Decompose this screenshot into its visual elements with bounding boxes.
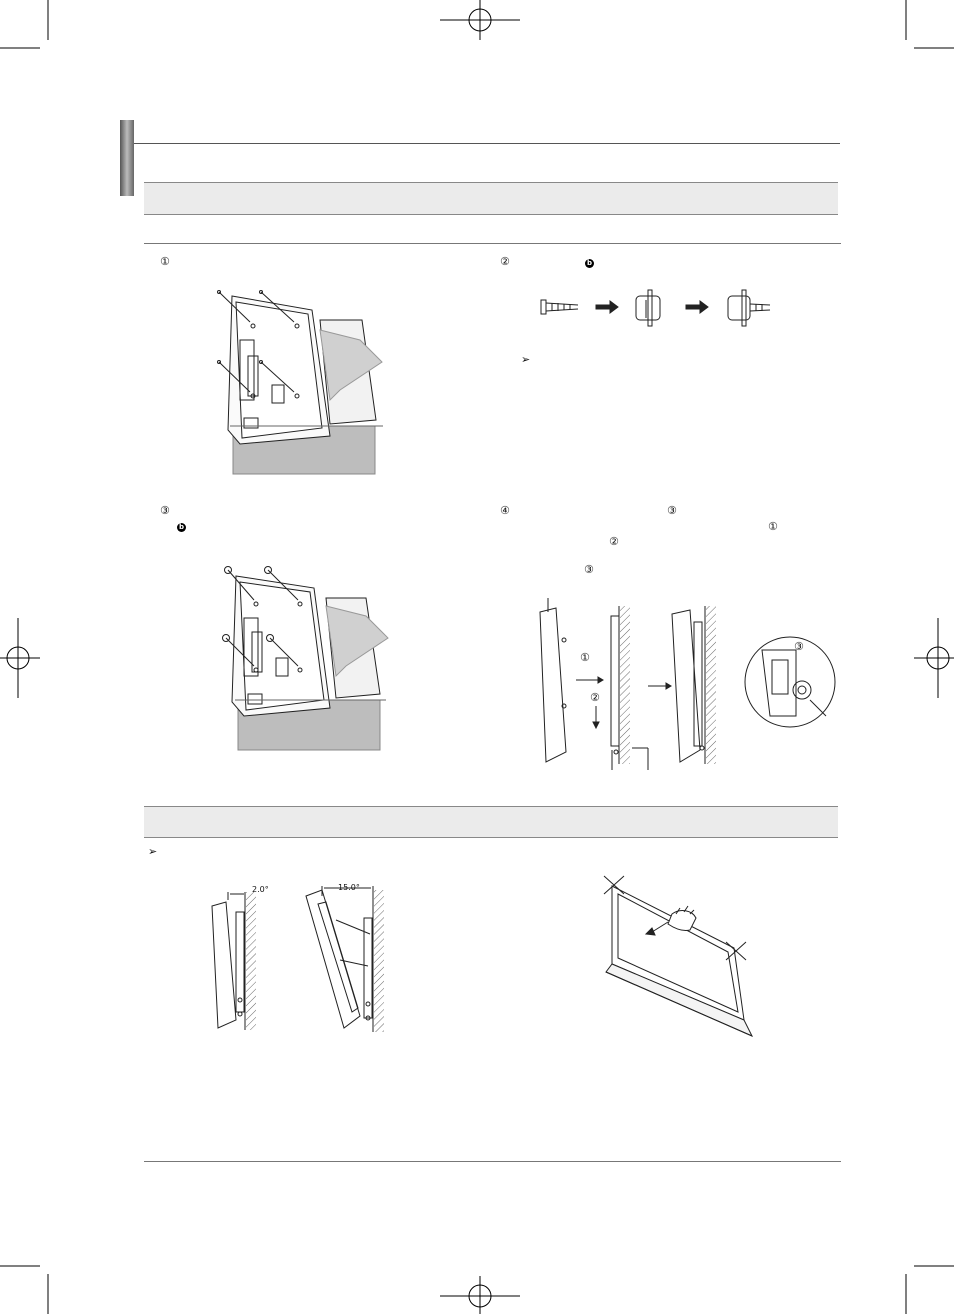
step3-badge: b [178, 523, 184, 531]
tilt-label-small: 2.0° [252, 885, 269, 894]
step4-ref-a: ③ [667, 504, 677, 517]
step4-ref-d: ③ [584, 563, 594, 576]
step4-marker: ④ [500, 504, 510, 517]
tilt-note-arrow: ➢ [148, 845, 158, 858]
step1-marker: ① [160, 255, 170, 268]
step2-note-arrow: ➢ [521, 353, 531, 366]
step2-marker: ② [500, 255, 510, 268]
diagram4-label-3: ③ [794, 640, 804, 653]
diagram4-label-1: ① [580, 651, 590, 664]
diagram4-label-2: ② [590, 691, 600, 704]
tilt-label-large: 15.0° [338, 883, 360, 892]
footer-rule [144, 1161, 841, 1162]
step3-marker: ③ [160, 504, 170, 517]
step2-badge: b [586, 259, 592, 267]
step4-ref-c: ② [609, 535, 619, 548]
step4-ref-b: ① [768, 520, 778, 533]
